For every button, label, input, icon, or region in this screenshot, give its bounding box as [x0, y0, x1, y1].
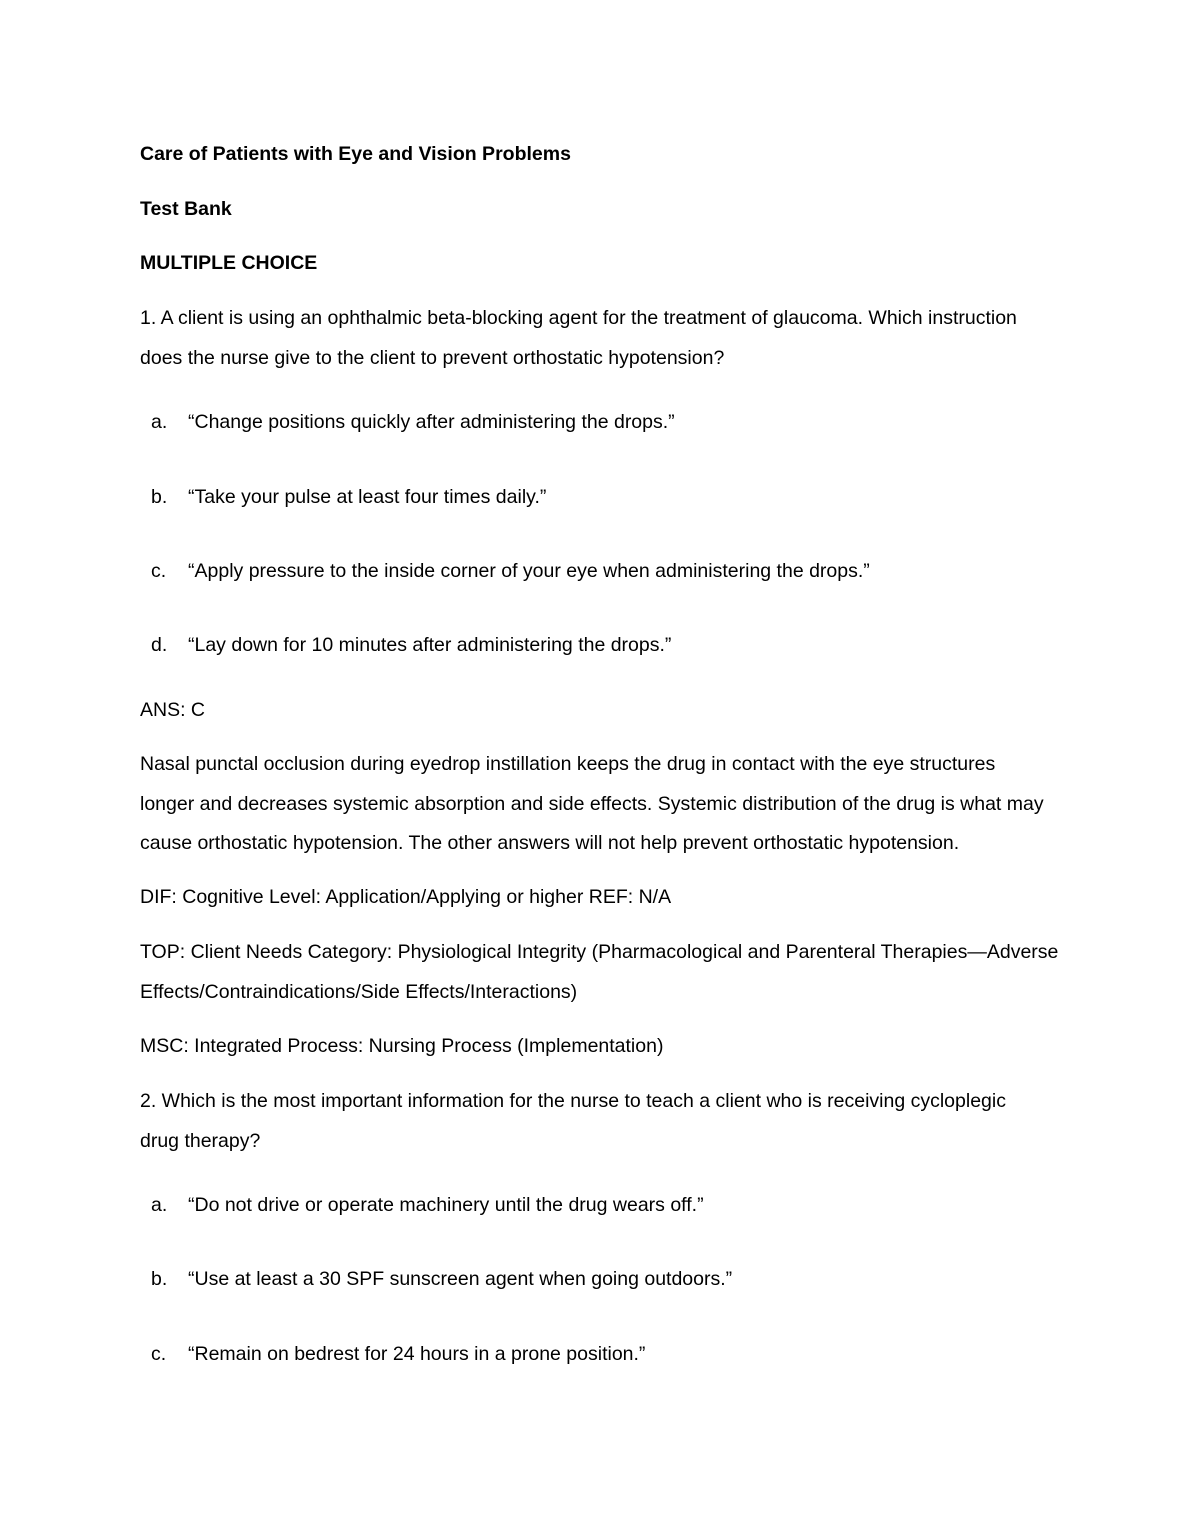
rationale-line: cause orthostatic hypotension. The other answers will not help prevent orthostatic hypotension.	[140, 832, 960, 854]
rationale-line: longer and decreases systemic absorption and side effects. Systemic distribution of the drug is what may	[140, 792, 1044, 815]
option-letter: d.	[151, 634, 168, 656]
option-letter: b.	[151, 486, 168, 508]
option-text: “Do not drive or operate machinery until the drug wears off.”	[188, 1194, 704, 1216]
option-letter: c.	[151, 1343, 167, 1365]
option-text: “Lay down for 10 minutes after administering the drops.”	[188, 634, 672, 656]
option-letter: a.	[151, 1194, 168, 1216]
option-letter: a.	[151, 411, 168, 433]
question-2-stem-line: drug therapy?	[140, 1129, 261, 1152]
option-text: “Apply pressure to the inside corner of your eye when administering the drops.”	[188, 560, 870, 582]
document-subtitle: Test Bank	[140, 198, 232, 220]
question-1-stem-line: 1. A client is using an ophthalmic beta-blocking agent for the treatment of glaucoma. Which instruction	[140, 307, 1017, 329]
question-2-stem-line: 2. Which is the most important information for the nurse to teach a client who is receiving cycloplegic	[140, 1090, 1006, 1112]
question-1-answer: ANS: C	[140, 699, 206, 721]
option-text: “Change positions quickly after administering the drops.”	[188, 411, 675, 433]
question-1-dif: DIF: Cognitive Level: Application/Applying or higher REF: N/A	[140, 886, 672, 908]
question-2-stem	[140, 1088, 1060, 1167]
top-line: TOP: Client Needs Category: Physiological Integrity (Pharmacological and Parenteral Therapies—Adverse	[140, 941, 1059, 963]
section-heading: MULTIPLE CHOICE	[140, 252, 318, 274]
question-1-rationale	[140, 751, 1060, 870]
rationale-line: Nasal punctal occlusion during eyedrop instillation keeps the drug in contact with the eye structures	[140, 753, 996, 775]
option-text: “Remain on bedrest for 24 hours in a prone position.”	[188, 1343, 646, 1365]
question-1-msc: MSC: Integrated Process: Nursing Process (Implementation)	[140, 1035, 664, 1057]
question-1-stem-line: does the nurse give to the client to prevent orthostatic hypotension?	[140, 346, 725, 369]
top-line: Effects/Contraindications/Side Effects/Interactions)	[140, 980, 578, 1003]
question-1-top	[140, 939, 1060, 1018]
document-title: Care of Patients with Eye and Vision Problems	[140, 143, 571, 165]
question-1-stem	[140, 305, 1060, 384]
option-text: “Use at least a 30 SPF sunscreen agent when going outdoors.”	[188, 1268, 733, 1290]
option-letter: b.	[151, 1268, 168, 1290]
option-letter: c.	[151, 560, 167, 582]
option-text: “Take your pulse at least four times daily.”	[188, 486, 547, 508]
